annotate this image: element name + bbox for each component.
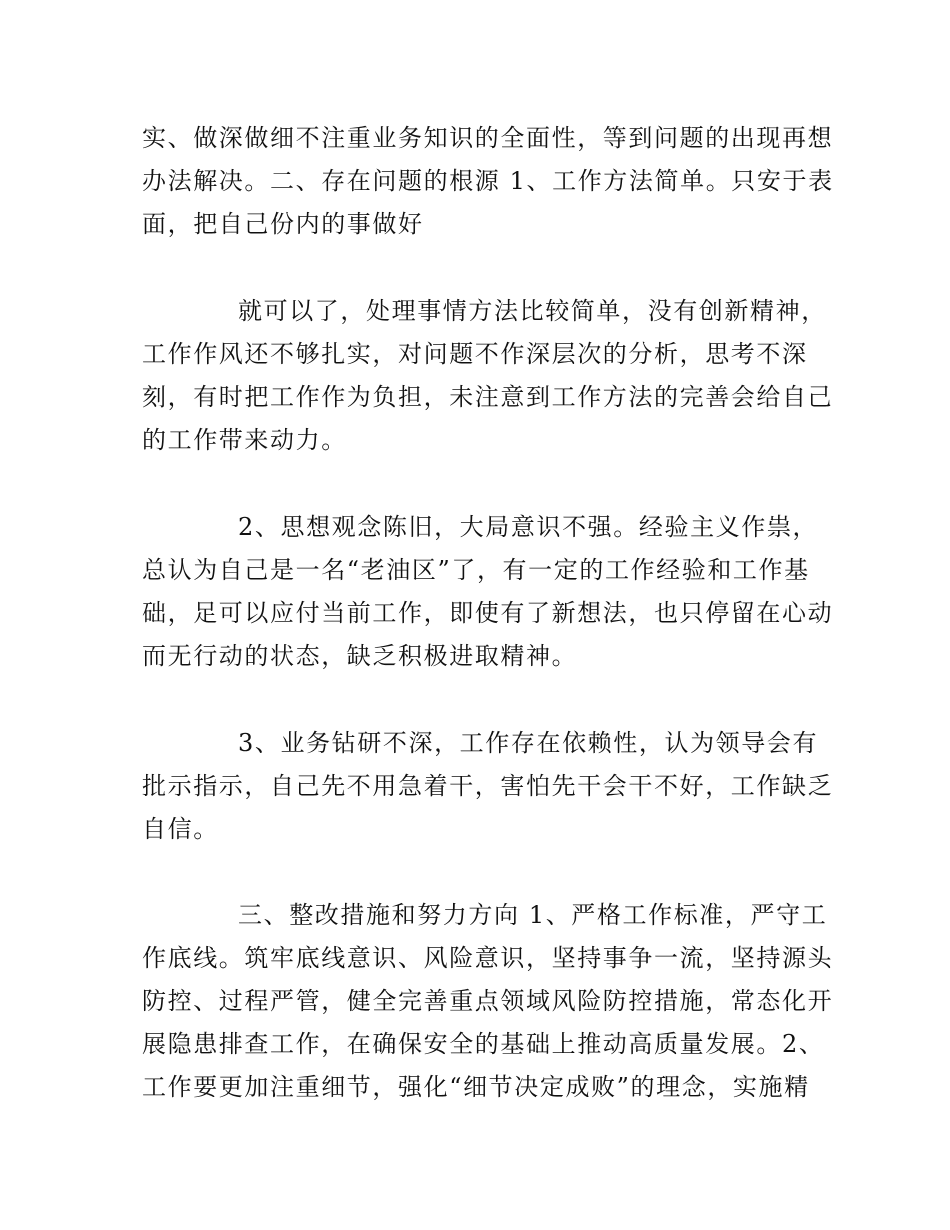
paragraph-5-line-4: 展隐患排查工作，在确保安全的基础上推动高质量发展。2、: [142, 1030, 825, 1058]
paragraph-1-line-1: 实、做深做细不注重业务知识的全面性，等到问题的出现再想: [142, 124, 834, 152]
paragraph-5: [142, 894, 834, 1109]
paragraph-2-line-4: 的工作带来动力。: [142, 426, 347, 454]
paragraph-5-line-5: 工作要更加注重细节，强化“细节决定成败”的理念，实施精: [142, 1073, 810, 1101]
paragraph-1-line-2: 办法解决。二、存在问题的根源 1、工作方法简单。只安于表: [142, 167, 834, 195]
paragraph-4-line-2: 批示指示，自己先不用急着干，害怕先干会干不好，工作缺乏: [142, 772, 834, 800]
paragraph-1: [142, 117, 834, 246]
paragraph-4-line-3: 自信。: [142, 815, 219, 843]
paragraph-4-line-1: 3、业务钻研不深，工作存在依赖性，认为领导会有: [238, 729, 819, 757]
paragraph-2-line-1: 就可以了，处理事情方法比较简单，没有创新精神，: [238, 297, 827, 325]
paragraph-3: [142, 506, 834, 678]
paragraph-2-line-3: 刻，有时把工作作为负担，未注意到工作方法的完善会给自己: [142, 383, 834, 411]
paragraph-5-line-1: 三、整改措施和努力方向 1、严格工作标准，严守工: [238, 901, 828, 929]
paragraph-1-line-3: 面，把自己份内的事做好: [142, 210, 424, 238]
paragraph-3-line-1: 2、思想观念陈旧，大局意识不强。经验主义作祟，: [238, 513, 819, 541]
paragraph-5-line-3: 防控、过程严管，健全完善重点领域风险防控措施，常态化开: [142, 987, 834, 1015]
paragraph-3-line-4: 而无行动的状态，缺乏积极进取精神。: [142, 642, 578, 670]
paragraph-3-line-3: 础，足可以应付当前工作，即使有了新想法，也只停留在心动: [142, 599, 834, 627]
paragraph-2-line-2: 工作作风还不够扎实，对问题不作深层次的分析，思考不深: [142, 340, 808, 368]
paragraph-4: [142, 722, 834, 851]
paragraph-3-line-2: 总认为自己是一名“老油区”了，有一定的工作经验和工作基: [142, 556, 810, 584]
paragraph-5-line-2: 作底线。筑牢底线意识、风险意识，坚持事争一流，坚持源头: [142, 944, 834, 972]
paragraph-2: [142, 290, 834, 462]
